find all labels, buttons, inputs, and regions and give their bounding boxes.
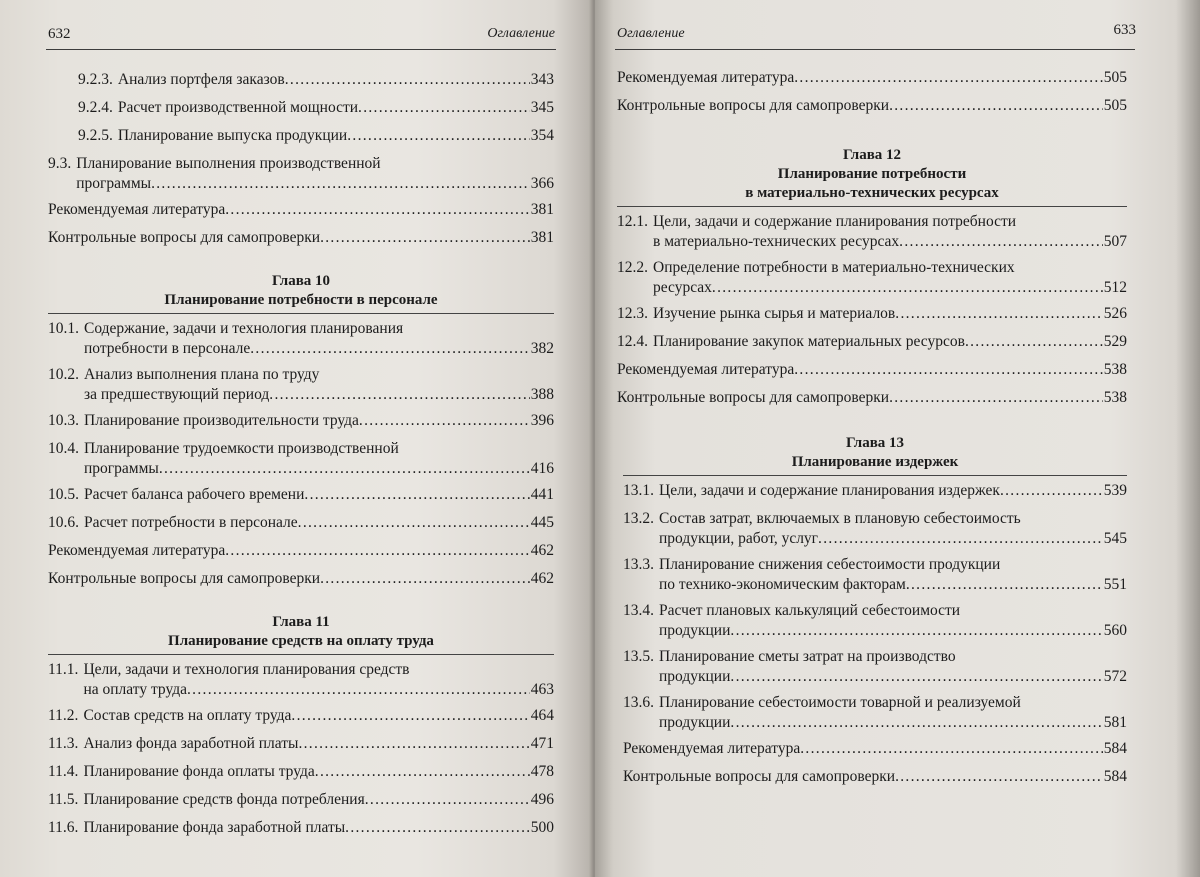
page-ref: 584 — [1103, 740, 1127, 757]
entry-title: Расчет плановых калькуляций себестоимости — [659, 602, 961, 619]
section-number: 11.4. — [48, 763, 79, 780]
toc-entry — [48, 762, 554, 782]
entry-title: Контрольные вопросы для самопроверки — [617, 97, 890, 114]
page-ref: 345 — [530, 99, 554, 116]
section-number: 11.2. — [48, 707, 79, 724]
section-number: 13.4. — [623, 602, 654, 619]
section-number: 9.2.3. — [78, 71, 113, 88]
dot-leader — [291, 706, 529, 726]
chapter-13 — [623, 434, 1127, 787]
toc-entry — [623, 739, 1127, 759]
dot-leader — [365, 790, 530, 810]
section-number: 9.2.4. — [78, 99, 113, 116]
header-rule — [46, 49, 556, 50]
section-number: 10.6. — [48, 514, 79, 531]
page-ref: 478 — [530, 763, 554, 780]
dot-leader — [730, 713, 1102, 733]
toc-group — [48, 319, 554, 589]
chapter-rule — [623, 475, 1127, 476]
toc-entry — [48, 660, 554, 700]
page-ref: 526 — [1103, 305, 1127, 322]
section-number: 10.2. — [48, 366, 79, 383]
entry-title: Рекомендуемая литература — [617, 361, 795, 378]
section-number: 12.3. — [617, 305, 648, 322]
chapter-rule — [617, 206, 1127, 207]
toc-entry — [48, 541, 554, 561]
chapter-rule — [48, 313, 554, 314]
dot-leader — [1000, 481, 1103, 501]
dot-leader — [358, 98, 530, 118]
dot-leader — [818, 529, 1103, 549]
dot-leader — [159, 459, 530, 479]
toc-group — [617, 68, 1127, 116]
page-ref: 545 — [1103, 530, 1127, 547]
entry-title: Расчет производственной мощности — [117, 99, 359, 116]
dot-leader — [285, 70, 530, 90]
section-number: 9.3. — [48, 155, 72, 172]
entry-title: Анализ портфеля заказов — [117, 71, 285, 88]
entry-title: Изучение рынка сырья и материалов — [653, 305, 896, 322]
chapter-label: Глава 10 — [271, 273, 331, 289]
dot-leader — [298, 734, 529, 754]
page-ref: 512 — [1103, 279, 1127, 296]
entry-title: в материально-технических ресурсах — [653, 233, 900, 250]
running-title: Оглавление — [487, 26, 555, 41]
page-ref: 581 — [1103, 714, 1127, 731]
page-ref: 343 — [530, 71, 554, 88]
page-ref: 445 — [530, 514, 554, 531]
entry-title: потребности в персонале — [84, 340, 251, 357]
entry-title: Цели, задачи и содержание планирования издержек — [659, 482, 1000, 499]
section-number: 10.5. — [48, 486, 79, 503]
dot-leader — [347, 126, 530, 146]
page-ref: 441 — [530, 486, 554, 503]
page-ref: 471 — [530, 735, 554, 752]
toc-entry — [623, 647, 1127, 687]
dot-leader — [895, 767, 1103, 787]
chapter-12 — [617, 146, 1127, 408]
toc-entry — [617, 96, 1127, 116]
page-ref: 539 — [1103, 482, 1127, 499]
toc-entry — [623, 555, 1127, 595]
toc-entry — [48, 790, 554, 810]
toc-entry — [48, 411, 554, 431]
page-ref: 572 — [1103, 668, 1127, 685]
dot-leader — [359, 411, 530, 431]
section-number: 13.1. — [623, 482, 654, 499]
section-number: 11.6. — [48, 819, 79, 836]
dot-leader — [304, 485, 529, 505]
toc-entry — [617, 388, 1127, 408]
entry-title: продукции — [659, 668, 731, 685]
toc-entry — [48, 818, 554, 838]
chapter-11 — [48, 613, 554, 838]
page-ref: 500 — [530, 819, 554, 836]
section-number: 13.2. — [623, 510, 654, 527]
toc-entry — [617, 258, 1127, 298]
entry-title: Планирование сметы затрат на производство — [659, 648, 956, 665]
toc-entry — [623, 509, 1127, 549]
dot-leader — [895, 304, 1102, 324]
page-ref: 462 — [530, 570, 554, 587]
page-ref: 382 — [530, 340, 554, 357]
left-page — [0, 0, 595, 877]
entry-title: Состав затрат, включаемых в плановую себестоимость — [659, 510, 1021, 527]
section-number: 11.1. — [48, 661, 79, 678]
toc-entry — [617, 212, 1127, 252]
page-ref: 396 — [530, 412, 554, 429]
page-ref: 529 — [1103, 333, 1127, 350]
toc-column-left — [48, 70, 554, 846]
dot-leader — [345, 818, 530, 838]
page-number: 633 — [1113, 22, 1136, 38]
entry-title: Цели, задачи и технология планирования средств — [83, 661, 410, 678]
toc-group — [48, 660, 554, 838]
dot-leader — [730, 621, 1102, 641]
dot-leader — [889, 388, 1103, 408]
toc-entry — [48, 439, 554, 479]
dot-leader — [906, 575, 1103, 595]
page-ref: 538 — [1103, 361, 1127, 378]
entry-title: по технико-экономическим факторам — [659, 576, 906, 593]
toc-entry — [48, 569, 554, 589]
chapter-label: Глава 11 — [272, 614, 330, 630]
entry-title: Планирование снижения себестоимости продукции — [659, 556, 1001, 573]
toc-entry — [48, 365, 554, 405]
page-ref: 381 — [530, 229, 554, 246]
dot-leader — [225, 200, 530, 220]
entry-title: Планирование выпуска продукции — [117, 127, 348, 144]
entry-title: Планирование производительности труда — [84, 412, 359, 429]
section-number: 13.3. — [623, 556, 654, 573]
entry-title: Контрольные вопросы для самопроверки — [48, 229, 321, 246]
page-ref: 496 — [530, 791, 554, 808]
entry-title: Контрольные вопросы для самопроверки — [623, 768, 896, 785]
dot-leader — [889, 96, 1103, 116]
section-number: 12.2. — [617, 259, 648, 276]
section-number: 9.2.5. — [78, 127, 113, 144]
toc-group — [623, 481, 1127, 787]
entry-title: Определение потребности в материально-технических — [653, 259, 1015, 276]
section-number: 10.1. — [48, 320, 79, 337]
page-number: 632 — [48, 26, 71, 42]
section-number: 12.1. — [617, 213, 648, 230]
entry-title: Контрольные вопросы для самопроверки — [48, 570, 321, 587]
chapter-title: Планирование потребности — [777, 166, 967, 182]
entry-title: Содержание, задачи и технология планирования — [84, 320, 404, 337]
page-ref: 551 — [1103, 576, 1127, 593]
section-number: 13.5. — [623, 648, 654, 665]
dot-leader — [250, 339, 530, 359]
entry-title: продукции, работ, услуг — [659, 530, 819, 547]
toc-group — [617, 212, 1127, 408]
page-ref: 366 — [530, 175, 554, 192]
entry-title: продукции — [659, 714, 731, 731]
chapter-label: Глава 12 — [842, 147, 902, 163]
chapter-title: Планирование издержек — [791, 454, 959, 470]
toc-entry — [623, 601, 1127, 641]
section-number: 13.6. — [623, 694, 654, 711]
toc-group — [48, 70, 554, 248]
dot-leader — [315, 762, 530, 782]
entry-title: Планирование трудоемкости производственной — [84, 440, 399, 457]
page-ref: 462 — [530, 542, 554, 559]
toc-entry — [48, 319, 554, 359]
page-ref: 538 — [1103, 389, 1127, 406]
entry-title: Рекомендуемая литература — [623, 740, 801, 757]
entry-title: Рекомендуемая литература — [48, 201, 226, 218]
entry-title: Планирование себестоимости товарной и реализуемой — [659, 694, 1021, 711]
entry-title: программы — [76, 175, 152, 192]
page-ref: 584 — [1103, 768, 1127, 785]
page-ref: 464 — [530, 707, 554, 724]
entry-title: Планирование выполнения производственной — [76, 155, 381, 172]
entry-title: Анализ фонда заработной платы — [83, 735, 299, 752]
entry-title: Планирование средств фонда потребления — [83, 791, 365, 808]
page-ref: 388 — [530, 386, 554, 403]
dot-leader — [269, 385, 529, 405]
entry-title: Анализ выполнения плана по труду — [84, 366, 320, 383]
page-ref: 381 — [530, 201, 554, 218]
dot-leader — [800, 739, 1103, 759]
toc-entry — [623, 481, 1127, 501]
entry-title: продукции — [659, 622, 731, 639]
toc-entry — [623, 693, 1127, 733]
toc-entry — [617, 304, 1127, 324]
section-number: 11.5. — [48, 791, 79, 808]
section-number: 10.3. — [48, 412, 79, 429]
toc-entry — [617, 360, 1127, 380]
toc-entry — [623, 767, 1127, 787]
dot-leader — [794, 68, 1103, 88]
section-number: 12.4. — [617, 333, 648, 350]
chapter-title: в материально-технических ресурсах — [745, 185, 999, 201]
entry-title: Расчет потребности в персонале — [84, 514, 298, 531]
toc-entry — [48, 126, 554, 146]
toc-entry — [48, 228, 554, 248]
entry-title: Состав средств на оплату труда — [83, 707, 292, 724]
entry-title: за предшествующий период — [84, 386, 270, 403]
entry-title: Цели, задачи и содержание планирования потребности — [653, 213, 1017, 230]
entry-title: программы — [84, 460, 159, 477]
chapter-title: Планирование средств на оплату труда — [168, 633, 434, 649]
page-ref: 354 — [530, 127, 554, 144]
toc-entry — [48, 734, 554, 754]
right-page — [595, 0, 1200, 877]
entry-title: на оплату труда — [83, 681, 187, 698]
toc-entry — [617, 68, 1127, 88]
dot-leader — [151, 174, 530, 194]
dot-leader — [225, 541, 530, 561]
page-ref: 505 — [1103, 69, 1127, 86]
entry-title: Расчет баланса рабочего времени — [84, 486, 305, 503]
section-number: 10.4. — [48, 440, 79, 457]
toc-entry — [48, 485, 554, 505]
chapter-rule — [48, 654, 554, 655]
entry-title: Планирование фонда заработной платы — [83, 819, 346, 836]
chapter-10 — [48, 272, 554, 589]
entry-title: Рекомендуемая литература — [48, 542, 226, 559]
page-ref: 416 — [530, 460, 554, 477]
page-ref: 463 — [530, 681, 554, 698]
entry-title: Планирование закупок материальных ресурсов — [653, 333, 965, 350]
toc-entry — [48, 98, 554, 118]
entry-title: Планирование фонда оплаты труда — [83, 763, 315, 780]
running-title: Оглавление — [617, 26, 685, 41]
dot-leader — [899, 232, 1103, 252]
entry-title: Рекомендуемая литература — [617, 69, 795, 86]
section-number: 11.3. — [48, 735, 79, 752]
header-rule — [615, 49, 1135, 50]
page-ref: 505 — [1103, 97, 1127, 114]
dot-leader — [298, 513, 530, 533]
toc-entry — [48, 513, 554, 533]
dot-leader — [965, 332, 1103, 352]
dot-leader — [712, 278, 1103, 298]
page-ref: 507 — [1103, 233, 1127, 250]
entry-title: Контрольные вопросы для самопроверки — [617, 389, 890, 406]
toc-entry — [617, 332, 1127, 352]
toc-entry — [48, 70, 554, 90]
page-ref: 560 — [1103, 622, 1127, 639]
chapter-label: Глава 13 — [845, 435, 905, 451]
toc-entry — [48, 154, 554, 194]
dot-leader — [730, 667, 1102, 687]
chapter-title: Планирование потребности в персонале — [164, 292, 438, 308]
toc-column-right — [617, 68, 1127, 795]
toc-entry — [48, 706, 554, 726]
dot-leader — [794, 360, 1103, 380]
dot-leader — [320, 569, 530, 589]
dot-leader — [320, 228, 530, 248]
toc-entry — [48, 200, 554, 220]
entry-title: ресурсах — [653, 279, 712, 296]
dot-leader — [187, 680, 530, 700]
